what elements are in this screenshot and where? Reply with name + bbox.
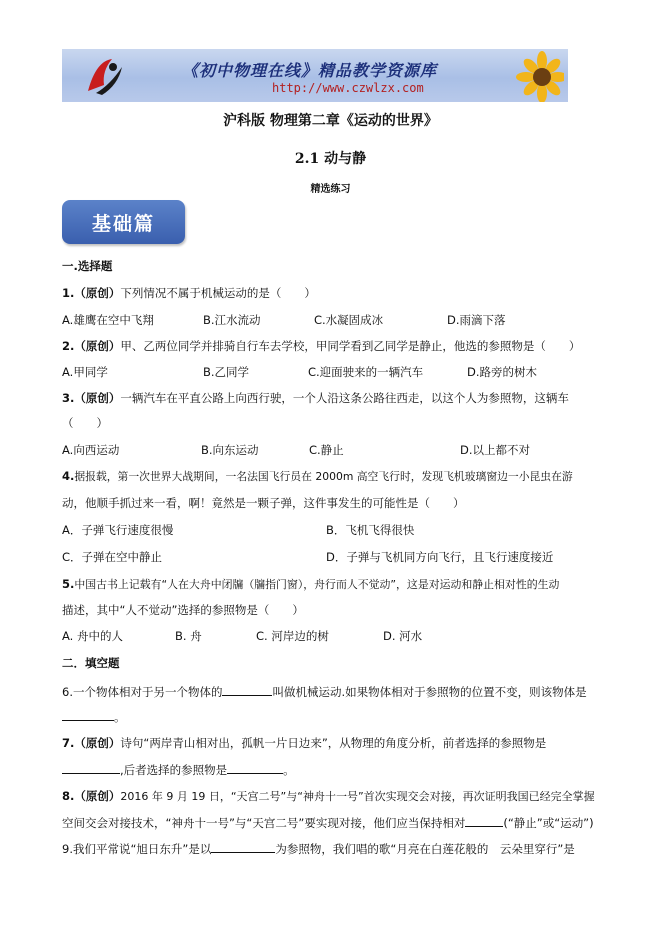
original-tag: （原创）	[74, 736, 121, 750]
option-c: C.静止	[309, 443, 344, 457]
part1-heading: 一.选择题	[62, 259, 113, 273]
answer-blank[interactable]	[227, 761, 283, 774]
section-title: 2.1 动与静	[294, 151, 367, 167]
question-4	[62, 469, 573, 484]
option-d: D. 河水	[383, 629, 423, 643]
question-text: 中国古书上记载有“人在大舟中闭牖（牖指门窗），舟行而人不觉动”，这是对运动和静止相对性的生动	[74, 578, 560, 591]
level-badge: 基础篇	[62, 200, 185, 244]
question-6	[62, 683, 587, 700]
option-b: B.江水流动	[203, 313, 261, 327]
question-number: 7.	[62, 736, 75, 750]
question-number: 1.	[62, 286, 75, 300]
option-a: A.雄鹰在空中飞翔	[62, 313, 154, 327]
answer-blank[interactable]	[62, 708, 114, 721]
option-a: A．子弹飞行速度很慢	[62, 523, 174, 537]
option-b: B.乙同学	[203, 365, 250, 379]
question-5-continued: 描述，其中“人不觉动”选择的参照物是（ ）	[62, 603, 304, 617]
question-text: 9.我们平常说“旭日东升”是以	[62, 842, 212, 856]
question-1	[62, 285, 316, 301]
option-a: A. 舟中的人	[62, 629, 123, 643]
option-d: D.雨滴下落	[447, 313, 506, 327]
subtitle: 精选练习	[310, 184, 351, 195]
option-c: C．子弹在空中静止	[62, 550, 163, 564]
punctuation: 。	[114, 710, 126, 724]
question-text: 诗句“两岸青山相对出，孤帆一片日边来”，从物理的角度分析，前者选择的参照物是	[120, 736, 547, 750]
question-text: 空间交会对接技术，“神舟十一号”与“天宫二号”要实现对接，他们应当保持相对	[62, 816, 466, 830]
part2-heading: 二．填空题	[62, 656, 120, 670]
original-tag: （原创）	[74, 339, 121, 353]
option-c: C.水凝固成冰	[314, 313, 384, 327]
question-text: 为参照物，我们唱的歌“月亮在白莲花般的 云朵里穿行”是	[275, 842, 575, 856]
option-a: A.向西运动	[62, 443, 120, 457]
question-number: 4.	[62, 469, 75, 483]
question-text: (“静止”或“运动”)	[503, 816, 594, 830]
question-text: 下列情况不属于机械运动的是（ ）	[120, 286, 316, 300]
answer-blank[interactable]	[62, 761, 120, 774]
question-8	[62, 788, 595, 804]
question-5	[62, 576, 559, 592]
option-d: D．子弹与飞机同方向飞行，且飞行速度接近	[326, 550, 554, 564]
question-text: 据报载，第一次世界大战期间，一名法国飞行员在 2000m 高空飞行时，发现飞机玻璃窗边一小昆虫在游	[74, 470, 573, 483]
site-logo-icon	[82, 55, 126, 97]
question-number: 3.	[62, 391, 75, 405]
document-title: 沪科版 物理第二章《运动的世界》	[223, 113, 438, 129]
header-banner	[62, 49, 568, 102]
option-d: D.以上都不对	[460, 443, 531, 457]
option-b: B. 舟	[175, 629, 202, 643]
original-tag: （原创）	[74, 286, 121, 300]
banner-url[interactable]: http://www.czwlzx.com	[272, 81, 424, 95]
question-4-continued: 动，他顺手抓过来一看，啊！竟然是一颗子弹，这件事发生的可能性是（ ）	[62, 496, 465, 510]
banner-title: 《初中物理在线》精品教学资源库	[182, 61, 438, 80]
answer-blank[interactable]	[465, 814, 503, 827]
option-d: D.路旁的树木	[467, 365, 538, 379]
option-c: C. 河岸边的树	[256, 629, 329, 643]
answer-blank[interactable]	[222, 683, 272, 696]
question-text: 6.一个物体相对于另一个物体的	[62, 685, 223, 699]
answer-blank[interactable]	[211, 840, 275, 853]
sunflower-icon	[504, 51, 564, 102]
option-b: B．飞机飞得很快	[326, 523, 415, 537]
question-text: 一辆汽车在平直公路上向西行驶，一个人沿这条公路往西走，以这个人为参照物，这辆车	[120, 391, 569, 405]
question-6-continued	[62, 708, 126, 725]
question-7	[62, 735, 546, 751]
question-number: 5.	[62, 577, 75, 591]
question-text: 叫做机械运动.如果物体相对于参照物的位置不变，则该物体是	[272, 685, 587, 699]
question-3-continued: （ ）	[62, 416, 108, 430]
question-text: 2016 年 9 月 19 日，“天宫二号”与“神舟十一号”首次实现交会对接，再次证明我国已经完全掌握	[120, 790, 595, 803]
punctuation: 。	[283, 763, 295, 777]
question-8-continued	[62, 814, 594, 831]
question-9	[62, 840, 575, 857]
question-number: 2.	[62, 339, 75, 353]
question-text: 甲、乙两位同学并排骑自行车去学校，甲同学看到乙同学是静止，他选的参照物是（ ）	[120, 339, 581, 353]
option-a: A.甲同学	[62, 365, 108, 379]
question-2	[62, 338, 580, 354]
question-number: 8.	[62, 789, 75, 803]
original-tag: （原创）	[74, 391, 121, 405]
original-tag: （原创）	[74, 789, 121, 803]
question-text: ,后者选择的参照物是	[120, 763, 228, 777]
option-b: B.向东运动	[201, 443, 259, 457]
option-c: C.迎面驶来的一辆汽车	[308, 365, 424, 379]
question-7-continued	[62, 761, 295, 778]
question-3	[62, 390, 569, 406]
